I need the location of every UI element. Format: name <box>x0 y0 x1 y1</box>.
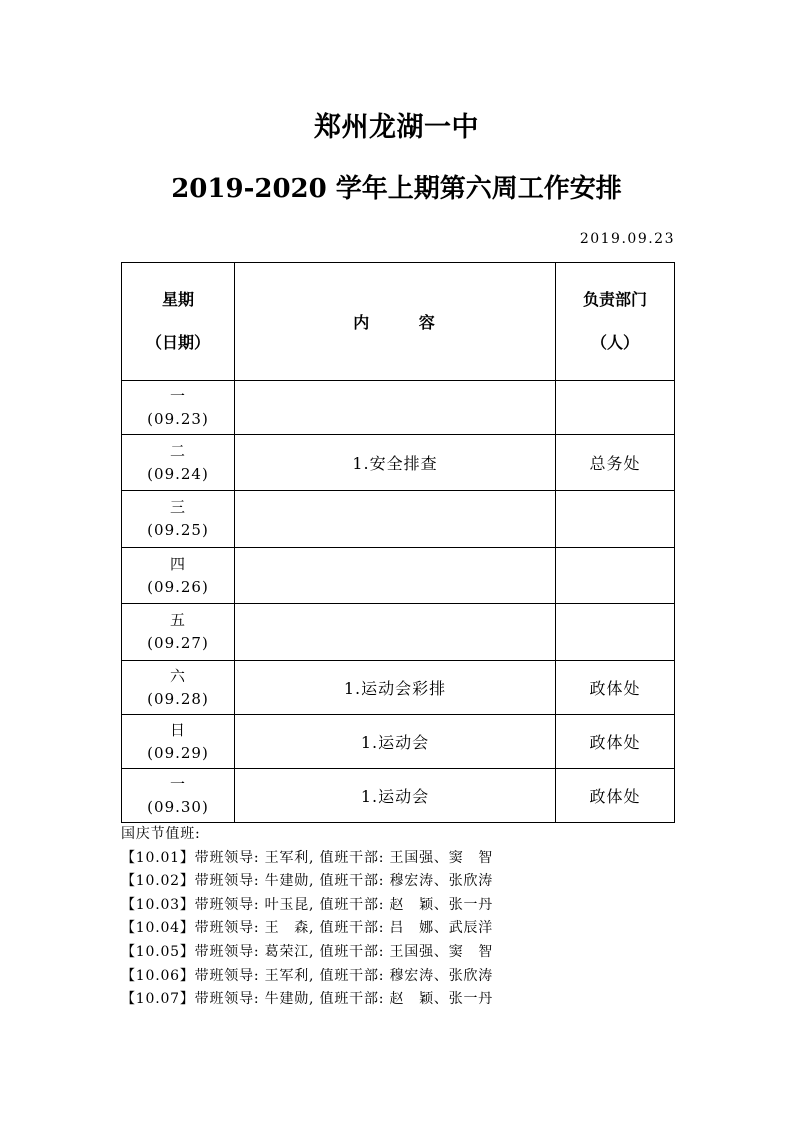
content-cell <box>235 491 556 548</box>
day-date: (09.25) <box>147 521 209 539</box>
document-title: 2019-2020 学年上期第六周工作安排 <box>171 174 622 204</box>
day-date: (09.24) <box>147 464 209 483</box>
day-column-header <box>122 263 235 381</box>
dept-cell <box>556 548 675 604</box>
duty-line: 【10.05】带班领导: 葛荣江, 值班干部: 王国强、窦 智 <box>121 943 494 960</box>
content-cell <box>235 548 556 604</box>
day-name: 四 <box>169 554 186 573</box>
day-cell <box>122 491 235 548</box>
table-row <box>122 381 675 435</box>
dept-cell: 政体处 <box>556 661 675 715</box>
duty-line: 【10.06】带班领导: 王军利, 值班干部: 穆宏涛、张欣涛 <box>121 967 494 984</box>
school-title: 郑州龙湖一中 <box>314 112 479 143</box>
table-header-row <box>122 263 675 381</box>
day-header-line2: （日期） <box>145 333 210 352</box>
day-cell <box>122 604 235 661</box>
document-date: 2019.09.23 <box>579 231 675 247</box>
dept-header-line2: （人） <box>590 333 639 352</box>
schedule-body <box>122 381 675 823</box>
dept-cell: 总务处 <box>556 435 675 491</box>
day-date: (09.30) <box>147 797 209 816</box>
table-row <box>122 435 675 491</box>
day-cell <box>122 548 235 604</box>
content-cell: 1.运动会彩排 <box>235 661 556 715</box>
notes-heading: 国庆节值班: <box>121 826 201 842</box>
day-name: 日 <box>169 720 186 739</box>
day-name: 三 <box>169 498 186 516</box>
day-name: 二 <box>169 441 186 460</box>
duty-line: 【10.03】带班领导: 叶玉昆, 值班干部: 赵 颖、张一丹 <box>121 896 494 913</box>
content-cell: 1.安全排查 <box>235 435 556 491</box>
dept-cell <box>556 491 675 548</box>
dept-cell: 政体处 <box>556 769 675 823</box>
duty-line: 【10.04】带班领导: 王 森, 值班干部: 吕 娜、武辰洋 <box>121 920 494 937</box>
dept-cell <box>556 604 675 661</box>
content-cell <box>235 604 556 661</box>
schedule-table <box>121 262 675 823</box>
table-row <box>122 715 675 769</box>
dept-column-header <box>556 263 675 381</box>
day-cell <box>122 381 235 435</box>
day-name: 六 <box>169 666 186 685</box>
day-cell <box>122 435 235 491</box>
duty-line: 【10.02】带班领导: 牛建勋, 值班干部: 穆宏涛、张欣涛 <box>121 873 494 890</box>
notes-lines <box>121 847 493 1012</box>
day-date: (09.26) <box>147 577 209 596</box>
content-cell <box>235 381 556 435</box>
content-cell: 1.运动会 <box>235 769 556 823</box>
day-date: (09.23) <box>147 409 209 428</box>
day-date: (09.28) <box>147 689 209 708</box>
holiday-duty-notes <box>121 823 493 1012</box>
day-name: 五 <box>169 611 186 629</box>
day-date: (09.27) <box>147 634 209 652</box>
day-name: 一 <box>169 774 186 793</box>
content-cell: 1.运动会 <box>235 715 556 769</box>
dept-cell: 政体处 <box>556 715 675 769</box>
day-header-line1: 星期 <box>161 290 194 309</box>
day-cell <box>122 715 235 769</box>
content-column-header: 内 容 <box>235 263 556 381</box>
duty-line: 【10.07】带班领导: 牛建勋, 值班干部: 赵 颖、张一丹 <box>121 991 494 1008</box>
table-row <box>122 548 675 604</box>
day-cell <box>122 769 235 823</box>
table-row <box>122 661 675 715</box>
duty-line: 【10.01】带班领导: 王军利, 值班干部: 王国强、窦 智 <box>121 849 494 866</box>
table-row <box>122 604 675 661</box>
table-row <box>122 491 675 548</box>
day-name: 一 <box>169 386 186 405</box>
dept-cell <box>556 381 675 435</box>
day-cell <box>122 661 235 715</box>
table-row <box>122 769 675 823</box>
day-date: (09.29) <box>147 743 209 762</box>
dept-header-line1: 负责部门 <box>582 290 647 309</box>
